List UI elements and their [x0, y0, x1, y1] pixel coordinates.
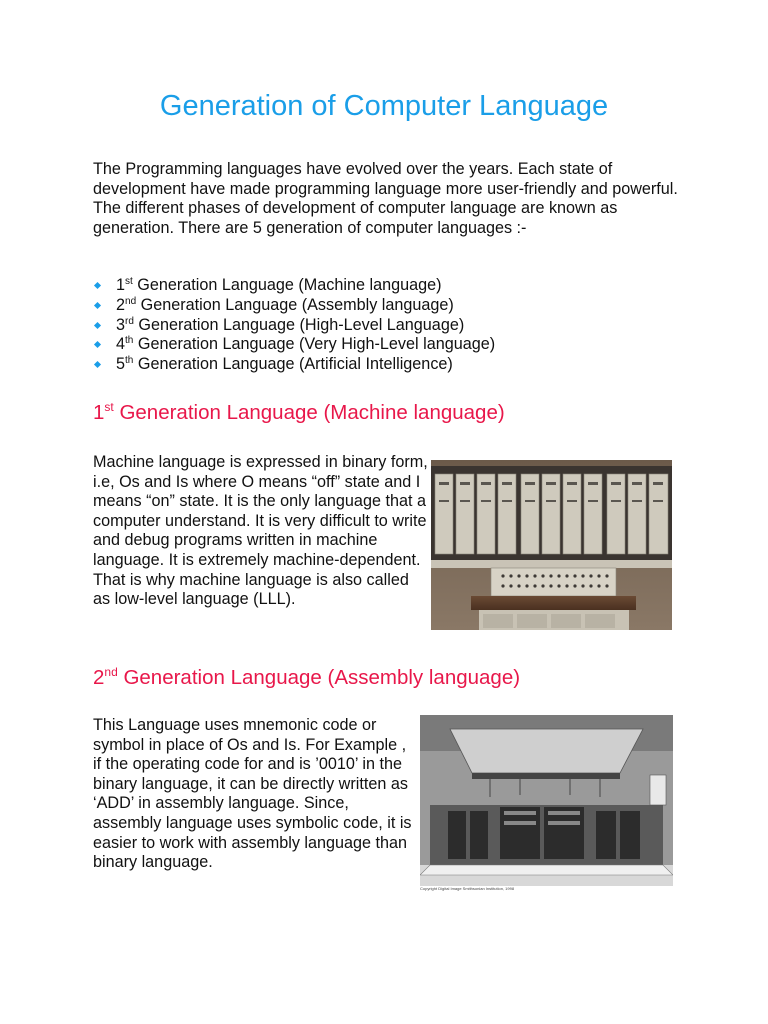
assembly-language-paragraph: This Language uses mnemonic code or symbol in place of Os and Is. For Example , if the operating code for and is ’0010’ in the binary language, it can be directly written as ‘ADD’ in assembly language. Since, assembly language uses symbolic code, it is easier to work with assembly language than binary language.: [93, 716, 412, 872]
generation-list: [93, 276, 495, 375]
diamond-bullet-icon: [94, 302, 101, 309]
assembly-computer-photo: [420, 715, 673, 886]
machine-language-paragraph: Machine language is expressed in binary form, i.e, Os and Is where O means “off” state and I means “on” state. It is the only language that a computer understand. It is very difficult to write and debug programs written in machine language. It is extremely machine-dependent. That is why machine language is also called as low-level language (LLL).: [93, 453, 428, 609]
machine-computer-photo: [431, 460, 672, 630]
section-heading-assembly-language: 2nd Generation Language (Assembly language): [93, 665, 521, 689]
page-title: Generation of Computer Language: [159, 90, 609, 122]
diamond-bullet-icon: [94, 341, 101, 348]
section-heading-machine-language: 1st Generation Language (Machine language): [93, 400, 505, 424]
intro-paragraph: The Programming languages have evolved over the years. Each state of development have made programming language more user-friendly and powerful. The different phases of development of computer language are known as generation. There are 5 generation of computer languages :-: [93, 160, 678, 237]
diamond-bullet-icon: [94, 361, 101, 368]
diamond-bullet-icon: [94, 322, 101, 329]
list-item: 4th Generation Language (Very High-Level language): [93, 335, 495, 355]
list-item: 1st Generation Language (Machine language): [93, 276, 495, 296]
list-item: 5th Generation Language (Artificial Intelligence): [93, 355, 495, 375]
diamond-bullet-icon: [94, 282, 101, 289]
list-item: 3rd Generation Language (High-Level Language): [93, 316, 495, 336]
list-item: 2nd Generation Language (Assembly language): [93, 296, 495, 316]
photo-credit: Copyright Digital Image Smithsonian Institution, 1998: [420, 886, 515, 891]
